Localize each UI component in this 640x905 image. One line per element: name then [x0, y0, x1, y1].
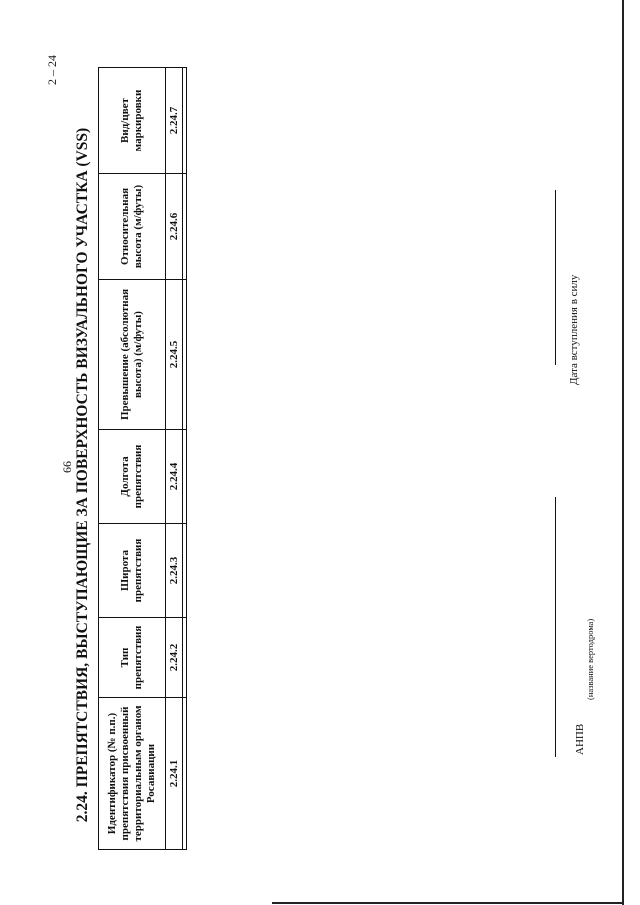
page-number: 66: [60, 461, 74, 473]
empty-cell: [183, 618, 187, 698]
obstacles-table: [98, 67, 187, 850]
code-cell: 2.24.7: [166, 68, 183, 174]
code-cell: 2.24.1: [166, 698, 183, 850]
table-header-row: [99, 68, 166, 850]
empty-cell: [183, 174, 187, 280]
effective-date-label: Дата вступления в силу: [568, 274, 580, 385]
empty-cell: [183, 280, 187, 430]
code-cell: 2.24.4: [166, 430, 183, 524]
table-code-row: [166, 68, 183, 850]
code-cell: 2.24.3: [166, 524, 183, 618]
code-cell: 2.24.5: [166, 280, 183, 430]
column-header-relative-height: Относительная высота (м/футы): [99, 174, 166, 280]
section-title: 2.24. ПРЕПЯТСТВИЯ, ВЫСТУПАЮЩИЕ ЗА ПОВЕРХНОСТЬ ВИЗУАЛЬНОГО УЧАСТКА (VSS): [74, 127, 91, 823]
table-empty-row: [183, 68, 187, 850]
column-header-identifier: Идентификатор (№ п.п.) препятствия присвоенный территориальным органом Росавиации: [99, 698, 166, 850]
empty-cell: [183, 698, 187, 850]
anpv-label: АНПВ: [574, 723, 586, 755]
column-header-longitude: Долгота препятствия: [99, 430, 166, 524]
section-number: 2 – 24: [45, 55, 59, 85]
signature-line: [555, 497, 556, 757]
code-cell: 2.24.2: [166, 618, 183, 698]
empty-cell: [183, 430, 187, 524]
empty-cell: [183, 68, 187, 174]
column-header-type: Тип препятствия: [99, 618, 166, 698]
code-cell: 2.24.6: [166, 174, 183, 280]
column-header-marking: Вид/цвет маркировки: [99, 68, 166, 174]
column-header-elevation: Превышение (абсолютная высота) (м/футы): [99, 280, 166, 430]
heliport-name-caption: (название вертодрома): [585, 618, 595, 700]
empty-cell: [183, 524, 187, 618]
column-header-latitude: Широта препятствия: [99, 524, 166, 618]
signature-line: [555, 190, 556, 365]
